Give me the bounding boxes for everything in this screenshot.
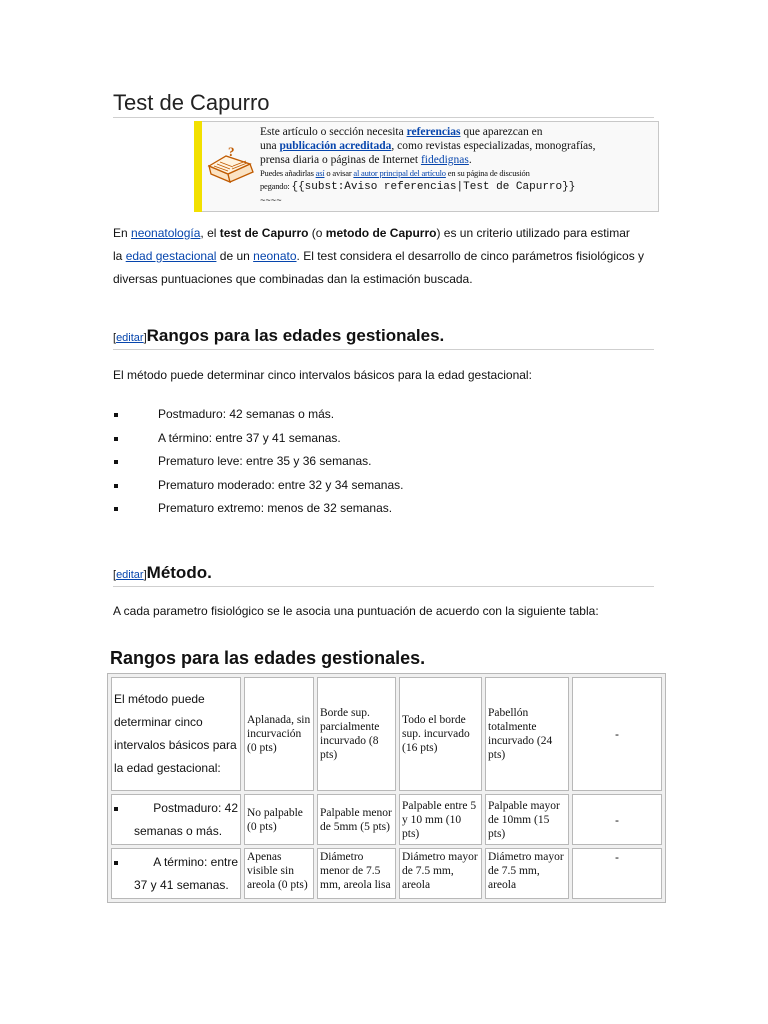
title-divider	[113, 117, 654, 118]
neonatologia-link[interactable]: neonatología	[131, 226, 201, 240]
neonato-link[interactable]: neonato	[253, 249, 297, 263]
list-item: Postmaduro: 42 semanas o más.	[113, 403, 613, 427]
edit-link-metodo[interactable]: editar	[116, 569, 144, 581]
referencias-link[interactable]: referencias	[406, 126, 461, 138]
list-item: Prematuro moderado: entre 32 y 34 semanas.	[113, 474, 613, 498]
table-cell: Diámetro mayor de 7.5 mm, areola	[485, 848, 569, 899]
metodo-intro-text: A cada parametro fisiológico se le asocia una puntuación de acuerdo con la siguiente tabla:	[113, 604, 599, 618]
table-cell: A término: entre 37 y 41 semanas.	[111, 848, 241, 899]
table-cell: Diámetro menor de 7.5 mm, areola lisa	[317, 848, 396, 899]
table-cell: Aplanada, sin incurvación (0 pts)	[244, 677, 314, 791]
gestational-ranges-list	[113, 403, 613, 521]
notice-text: Este artículo o sección necesita referencias que aparezcan en una publicación acreditada, como revistas especializadas, monografías, prensa diaria o páginas de Internet fidedignas. Puedes añadirlas así o avisar al autor principal del artículo en su página de discusión pegando: {{subst:Aviso referencias|Test de Capurro}} ~~~~	[260, 125, 655, 208]
section-heading-rangos: [editar]Rangos para las edades gestionales.	[113, 326, 445, 345]
table-cell: Palpable mayor de 10mm (15 pts)	[485, 794, 569, 845]
table-cell: Postmaduro: 42 semanas o más.	[111, 794, 241, 845]
template-code: {{subst:Aviso referencias|Test de Capurro}}	[291, 181, 576, 193]
publicacion-acreditada-link[interactable]: publicación acreditada	[279, 140, 392, 152]
table-title: Rangos para las edades gestionales.	[110, 648, 426, 668]
asi-link[interactable]: así	[315, 168, 325, 178]
table-cell: El método puede determinar cinco intervalos básicos para la edad gestacional:	[111, 677, 241, 791]
fidedignas-link[interactable]: fidedignas	[420, 154, 469, 166]
page-title: Test de Capurro	[113, 90, 270, 115]
svg-text:?: ?	[228, 144, 235, 159]
table-cell: -	[572, 848, 662, 899]
table-cell: Palpable entre 5 y 10 mm (10 pts)	[399, 794, 482, 845]
notice-accent-bar	[194, 121, 202, 212]
section-heading-metodo: [editar]Método.	[113, 563, 212, 582]
table-cell: Apenas visible sin areola (0 pts)	[244, 848, 314, 899]
ranges-intro-text: El método puede determinar cinco intervalos básicos para la edad gestacional:	[113, 368, 532, 382]
list-item: Prematuro extremo: menos de 32 semanas.	[113, 497, 613, 521]
table-cell: -	[572, 677, 662, 791]
table-row	[111, 794, 662, 845]
table-cell: -	[572, 794, 662, 845]
edad-gestacional-link[interactable]: edad gestacional	[125, 249, 217, 263]
table-cell: Pabellón totalmente incurvado (24 pts)	[485, 677, 569, 791]
list-item: Prematuro leve: entre 35 y 36 semanas.	[113, 450, 613, 474]
signature-code: ~~~~	[260, 196, 282, 206]
section-divider	[113, 586, 654, 587]
table-cell: No palpable (0 pts)	[244, 794, 314, 845]
table-cell: Diámetro mayor de 7.5 mm, areola	[399, 848, 482, 899]
capurro-table	[107, 673, 666, 903]
table-row	[111, 677, 662, 791]
autor-principal-link[interactable]: al autor principal del artículo	[353, 168, 446, 178]
table-cell: Palpable menor de 5mm (5 pts)	[317, 794, 396, 845]
table-cell: Borde sup. parcialmente incurvado (8 pts)	[317, 677, 396, 791]
section-divider	[113, 349, 654, 350]
list-item: A término: entre 37 y 41 semanas.	[113, 427, 613, 451]
table-cell: Todo el borde sup. incurvado (16 pts)	[399, 677, 482, 791]
edit-link-rangos[interactable]: editar	[116, 332, 144, 344]
intro-paragraph: En neonatología, el test de Capurro (o metodo de Capurro) es un criterio utilizado para estimar la edad gestacional de un neonato. El test considera el desarrollo de cinco parámetros fisiológicos y diversas puntuaciones que combinadas dan la estimación buscada.	[113, 226, 645, 286]
open-book-question-icon	[206, 144, 256, 186]
table-row	[111, 848, 662, 899]
